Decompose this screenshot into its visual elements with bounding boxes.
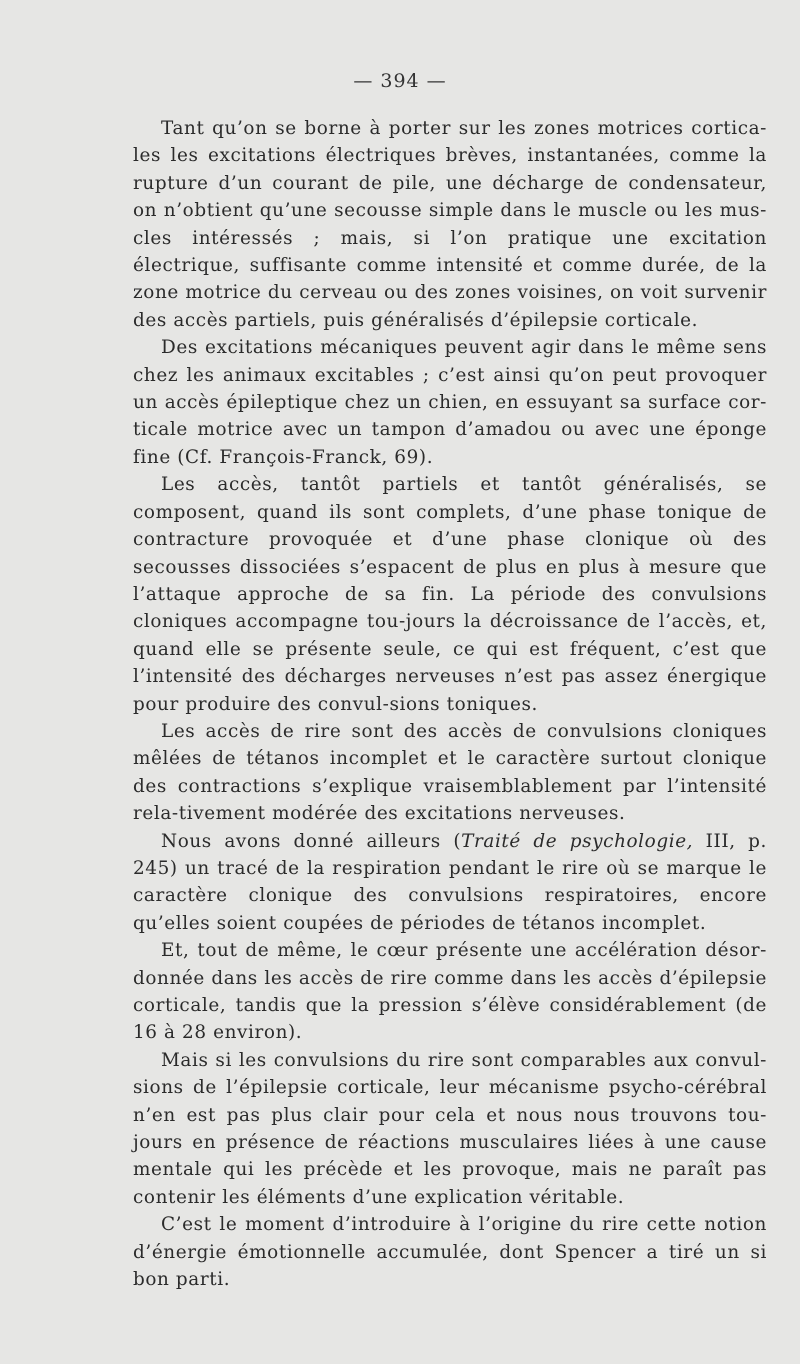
paragraph-5-text-after: III, p. 245) un tracé de la respiration pendant le rire où se marque le caractère clonique des convulsions respiratoires, encore qu’elles soient coupées de périodes de tétanos incomplet.: [133, 830, 767, 934]
paragraph-4: Les accès de rire sont des accès de convulsions cloniques mêlées de tétanos incomplet et le caractère surtout clonique des contractions s’explique vraisemblablement par l’intensité rela-tivement modérée des excitations nerveuses.: [133, 720, 767, 825]
paragraph-8: C’est le moment d’introduire à l’origine du rire cette notion d’énergie émotionnelle accumulée, dont Spencer a tiré un si bon parti.: [133, 1214, 767, 1291]
paragraph-2: Des excitations mécaniques peuvent agir dans le même sens chez les animaux excitables ; c’est ainsi qu’on peut provoquer un accès épileptique chez un chien, en essuyant sa surface cor-ticale motrice avec un tampon d’amadou ou avec une éponge fine (Cf. François-Franck, 69).: [133, 337, 767, 468]
paragraph-7: Mais si les convulsions du rire sont comparables aux convul-sions de l’épilepsie corticale, leur mécanisme psycho-cérébral n’en est pas plus clair pour cela et nous nous trouvons tou-jours en présence de réactions musculaires liées à une cause mentale qui les précède et les provoque, mais ne paraît pas contenir les éléments d’une explication véritable.: [133, 1049, 767, 1208]
paragraph-6: Et, tout de même, le cœur présente une accélération désor-donnée dans les accès de rire comme dans les accès d’épilepsie corticale, tandis que la pression s’élève considérablement (de 16 à 28 environ).: [133, 940, 767, 1044]
paragraph-5: [133, 828, 767, 938]
book-title-citation: Traité de psychologie,: [461, 830, 694, 852]
paragraph-1: Tant qu’on se borne à porter sur les zones motrices cortica-les les excitations électriques brèves, instantanées, comme la rupture d’un courant de pile, une décharge de condensateur, on n’obtient qu’une secousse simple dans le muscle ou les mus-cles intéressés ; mais, si l’on pratique une excitation électrique, suffisante comme intensité et comme durée, de la zone motrice du cerveau ou des zones voisines, on voit survenir des accès partiels, puis généralisés d’épilepsie corticale.: [133, 118, 767, 331]
paragraph-5-text-before: Nous avons donné ailleurs (: [161, 830, 462, 852]
paragraph-3: Les accès, tantôt partiels et tantôt généralisés, se composent, quand ils sont complets, d’une phase tonique de contracture provoquée et d’une phase clonique où des secousses dissociées s’espacent de plus en plus à mesure que l’attaque approche de sa fin. La période des convulsions cloniques accompagne tou-jours la décroissance de l’accès, et, quand elle se présente seule, ce qui est fréquent, c’est que l’intensité des décharges nerveuses n’est pas assez énergique pour produire des convul-sions toniques.: [133, 474, 767, 715]
page-number: — 394 —: [353, 70, 447, 92]
body-text: [133, 115, 767, 1293]
